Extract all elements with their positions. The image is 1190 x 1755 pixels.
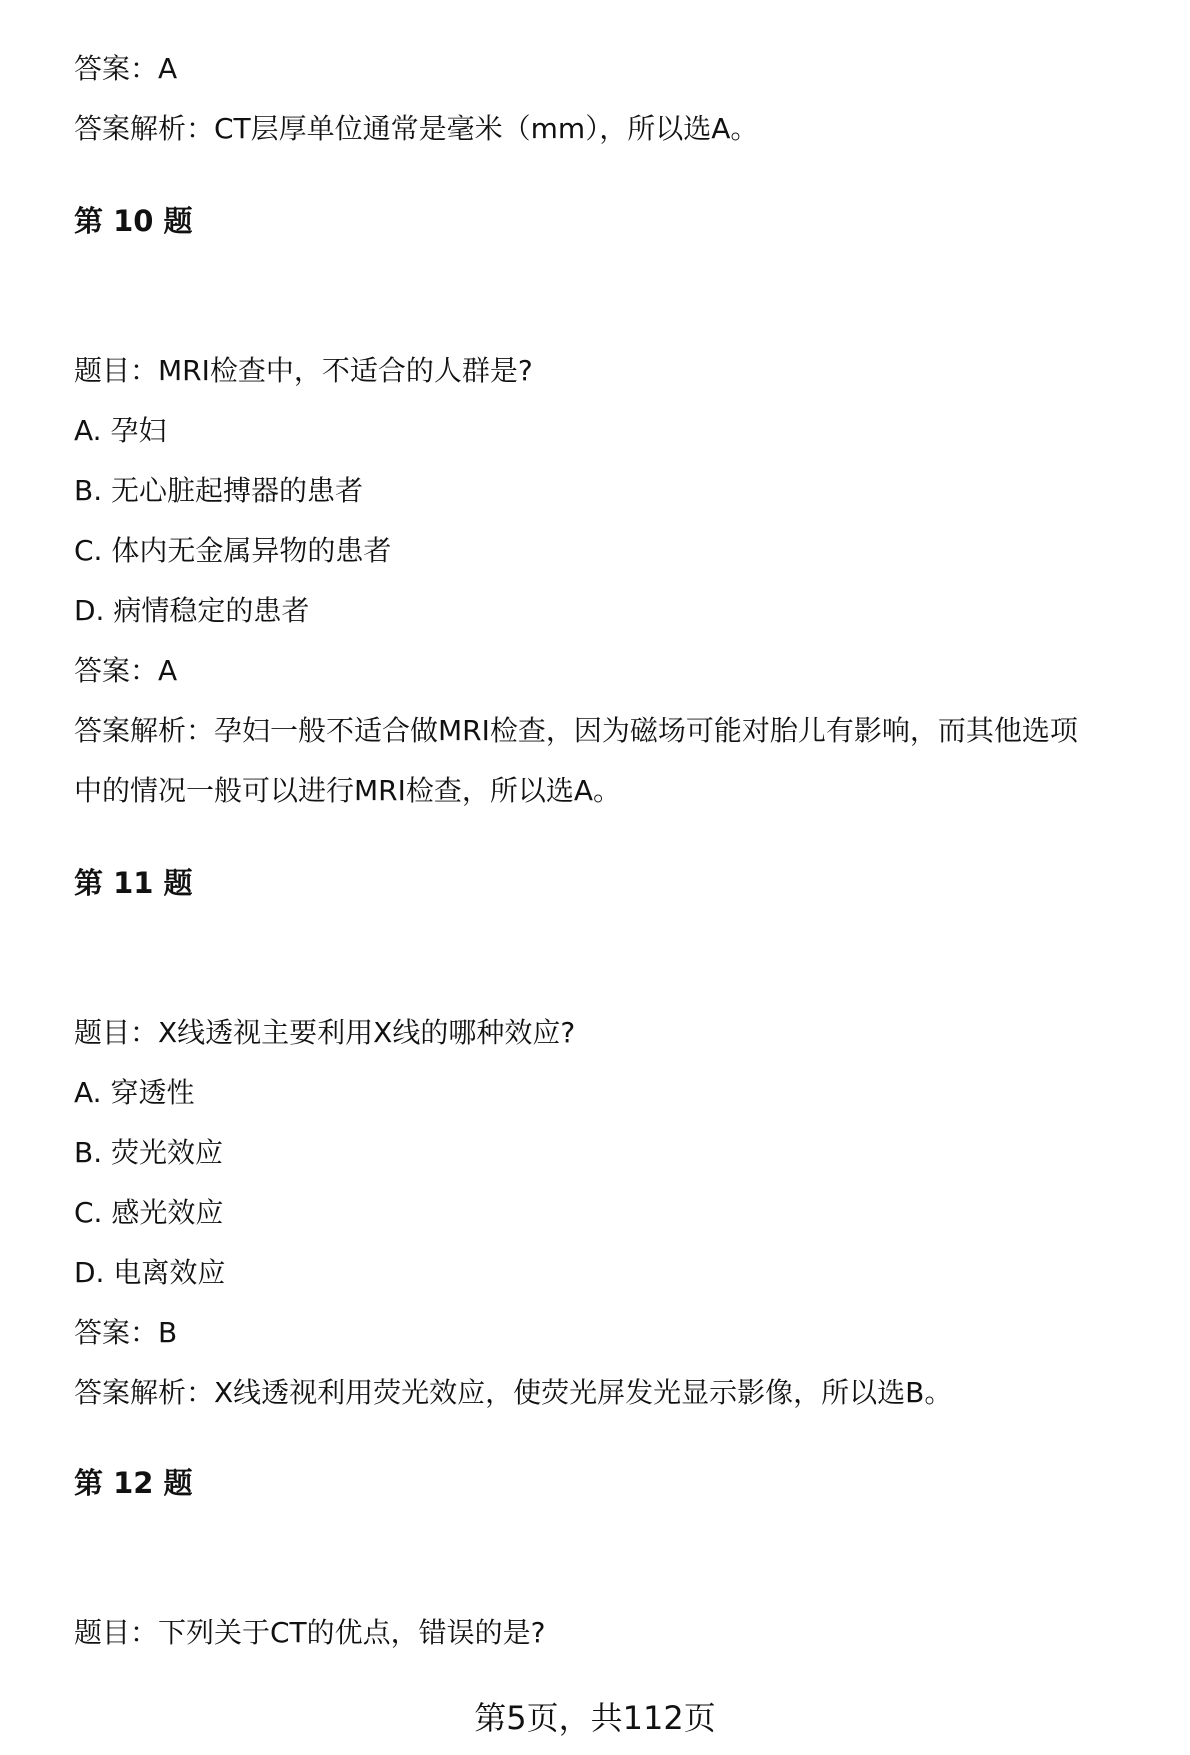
q10-option-d: D. 病情稳定的患者 <box>74 594 310 627</box>
q10-option-b: B. 无心脏起搏器的患者 <box>74 474 364 507</box>
q10-question: 题目：MRI检查中，不适合的人群是? <box>74 354 533 387</box>
q10-heading: 第 10 题 <box>74 204 193 238</box>
q12-question: 题目：下列关于CT的优点，错误的是? <box>74 1616 546 1649</box>
q11-question: 题目：X线透视主要利用X线的哪种效应? <box>74 1016 576 1049</box>
q11-answer: 答案：B <box>74 1316 178 1349</box>
q11-option-a: A. 穿透性 <box>74 1076 195 1109</box>
q10-explanation-line1: 答案解析：孕妇一般不适合做MRI检查，因为磁场可能对胎儿有影响，而其他选项 <box>74 714 1078 747</box>
q9-explanation: 答案解析：CT层厚单位通常是毫米（mm），所以选A。 <box>74 112 759 145</box>
q10-answer: 答案：A <box>74 654 178 687</box>
q11-heading: 第 11 题 <box>74 866 193 900</box>
q10-explanation-line2: 中的情况一般可以进行MRI检查，所以选A。 <box>74 774 622 807</box>
q11-explanation: 答案解析：X线透视利用荧光效应，使荧光屏发光显示影像，所以选B。 <box>74 1376 953 1409</box>
q12-heading: 第 12 题 <box>74 1466 193 1500</box>
q11-option-b: B. 荧光效应 <box>74 1136 224 1169</box>
q10-option-a: A. 孕妇 <box>74 414 167 447</box>
q11-option-c: C. 感光效应 <box>74 1196 224 1229</box>
q10-option-c: C. 体内无金属异物的患者 <box>74 534 392 567</box>
q11-option-d: D. 电离效应 <box>74 1256 226 1289</box>
page-number-footer: 第5页，共112页 <box>474 1699 716 1737</box>
q9-answer: 答案：A <box>74 52 178 85</box>
